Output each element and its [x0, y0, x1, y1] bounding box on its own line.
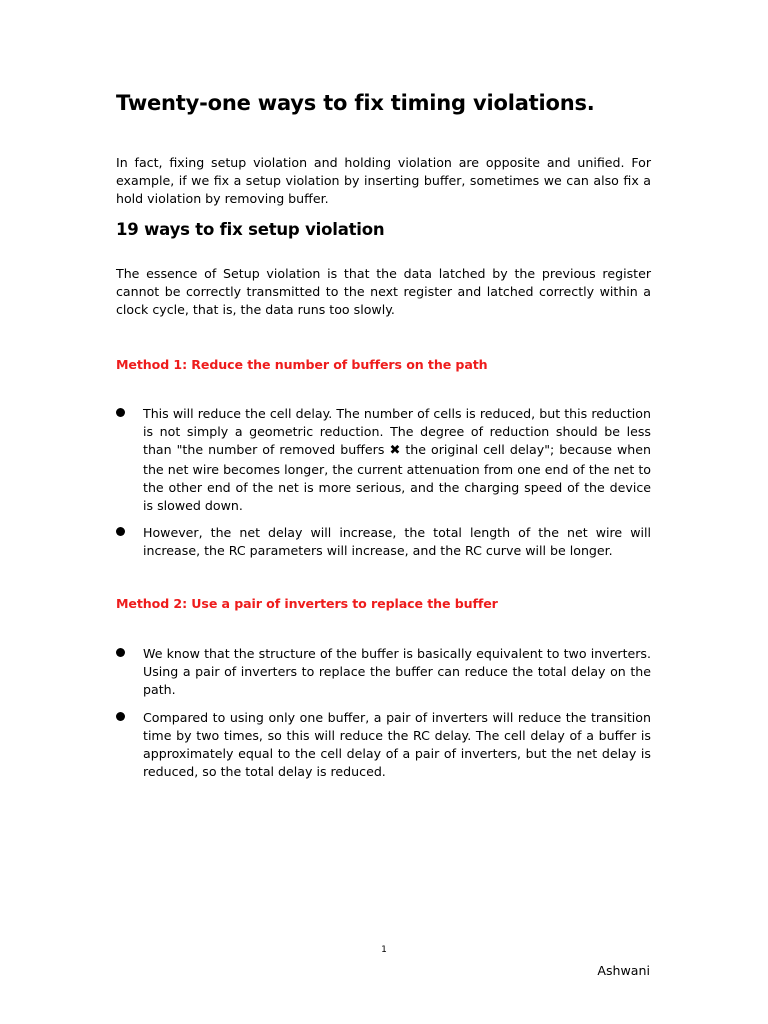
essence-paragraph: The essence of Setup violation is that the data latched by the previous register cannot be correctly transmitted to the next register and latched correctly within a clock cycle, that is, the data runs too slowly.: [116, 266, 651, 318]
list-item: [116, 405, 651, 515]
list-item: [116, 709, 651, 782]
method-2-heading: Method 2: Use a pair of inverters to replace the buffer: [116, 596, 498, 611]
method-2-bullet-list: [116, 645, 651, 790]
section-heading: 19 ways to fix setup violation: [116, 220, 385, 239]
document-title: Twenty-one ways to fix timing violations.: [116, 91, 595, 115]
author-footer: Ashwani: [597, 963, 650, 978]
bullet-icon: [116, 712, 125, 721]
list-item: [116, 645, 651, 700]
intro-paragraph: In fact, fixing setup violation and holding violation are opposite and unified. For example, if we fix a setup violation by inserting buffer, sometimes we can also fix a hold violation by removing buffer.: [116, 155, 651, 207]
page-number: 1: [381, 945, 387, 955]
bullet-icon: [116, 527, 125, 536]
bullet-text: We know that the structure of the buffer is basically equivalent to two inverters. Using a pair of inverters to replace the buffer can reduce the total delay on the path.: [143, 646, 651, 698]
multiply-icon: ✖: [389, 443, 401, 459]
method-1-heading: Method 1: Reduce the number of buffers on the path: [116, 357, 488, 372]
bullet-text-part: This will reduce the cell delay. The number of cells is reduced, but this reduction is not simply a geometric reduction. The degree of reduction should be less than "the number of removed buffers: [143, 406, 651, 458]
bullet-icon: [116, 648, 125, 657]
bullet-text: However, the net delay will increase, the total length of the net wire will increase, the RC parameters will increase, and the RC curve will be longer.: [143, 525, 651, 559]
method-1-bullet-list: [116, 405, 651, 570]
list-item: [116, 524, 651, 560]
bullet-icon: [116, 408, 125, 417]
bullet-text: [143, 405, 651, 515]
bullet-text: Compared to using only one buffer, a pair of inverters will reduce the transition time by two times, so this will reduce the RC delay. The cell delay of a buffer is approximately equal to the cell delay of a pair of inverters, but the net delay is reduced, so the total delay is reduced.: [143, 709, 651, 780]
bullet-text-part: the original cell delay"; because when the net wire becomes longer, the current attenuation from one end of the net to the other end of the net is more serious, and the charging speed of the device is slowed down.: [143, 442, 651, 514]
